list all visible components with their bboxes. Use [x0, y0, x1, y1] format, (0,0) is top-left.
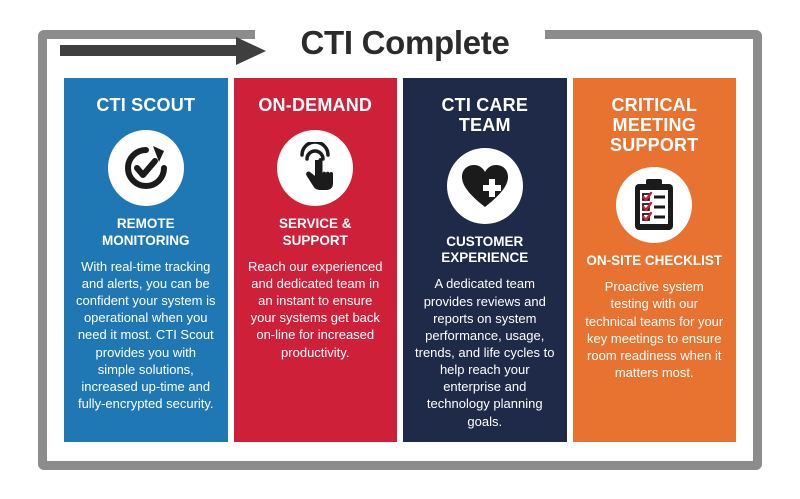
- column-subtitle: REMOTE MONITORING: [102, 216, 190, 248]
- columns-container: [64, 78, 736, 442]
- column-title: CRITICAL MEETING SUPPORT: [610, 95, 699, 155]
- heart-plus-icon: [447, 148, 523, 224]
- column-body: With real-time tracking and alerts, you can be confident your system is operational when you need it most. CTI Scout provides you with simple solutions, increased up-time and fully-encrypted security.: [76, 258, 216, 411]
- column-title: ON-DEMAND: [258, 95, 373, 115]
- arrow-shaft: [60, 45, 240, 56]
- right-arrow-icon: [60, 40, 275, 62]
- column-subtitle: SERVICE & SUPPORT: [278, 216, 352, 248]
- page-title: CTI Complete: [300, 24, 510, 61]
- clipboard-checklist-icon: [616, 167, 692, 243]
- column-cti-scout[interactable]: [64, 78, 228, 442]
- column-on-demand[interactable]: [234, 78, 398, 442]
- column-title: CTI CARE TEAM: [441, 95, 529, 135]
- column-title: CTI SCOUT: [96, 95, 196, 115]
- column-cti-care-team[interactable]: [403, 78, 567, 442]
- arrow-head: [236, 37, 266, 65]
- hand-click-icon: [277, 130, 353, 206]
- target-check-icon: [108, 130, 184, 206]
- column-critical-meeting-support[interactable]: [573, 78, 737, 442]
- column-subtitle: CUSTOMER EXPERIENCE: [441, 233, 529, 266]
- column-subtitle: ON-SITE CHECKLIST: [586, 253, 723, 269]
- column-body: Reach our experienced and dedicated team in an instant to ensure your systems get back on-line for increased productivity.: [248, 258, 383, 360]
- column-body: A dedicated team provides reviews and reports on system performance, usage, trends, and life cycles to help reach your enterprise and technology planning goals.: [415, 276, 555, 429]
- column-body: Proactive system testing with our technical teams for your key meetings to ensure room readiness when it matters most.: [585, 279, 724, 381]
